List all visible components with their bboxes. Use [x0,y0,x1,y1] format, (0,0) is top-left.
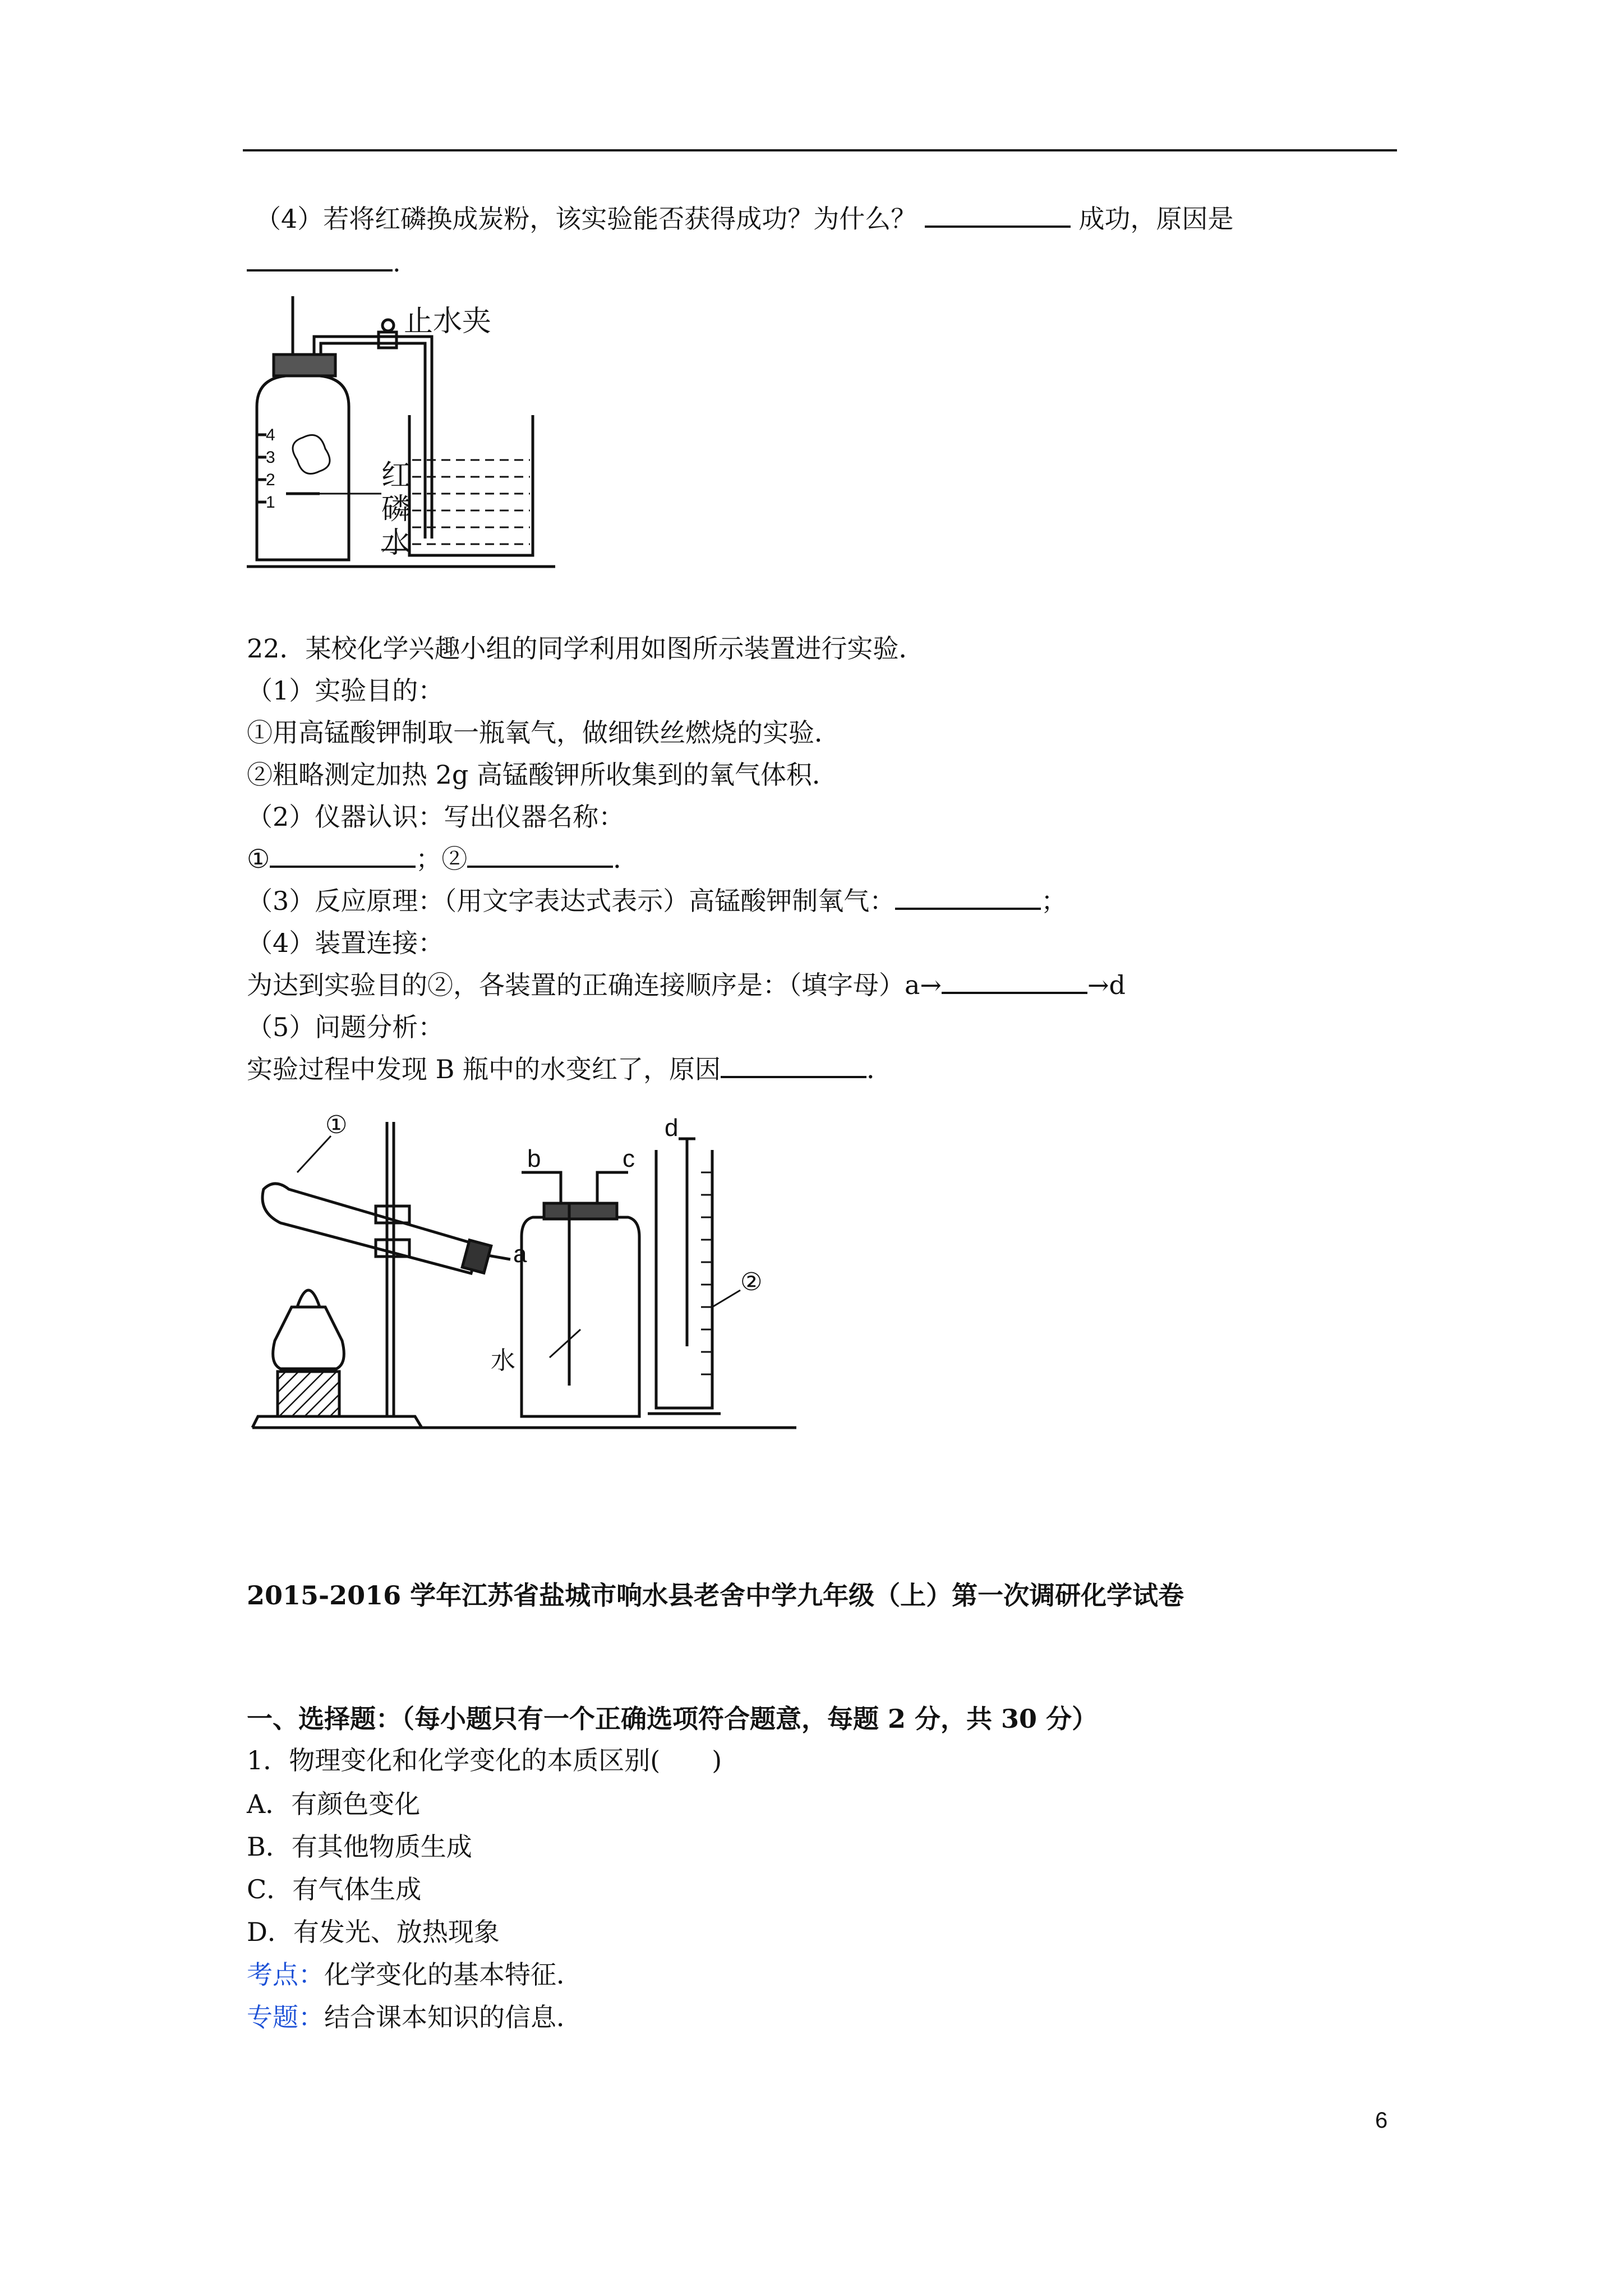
q22-part1-b: ②粗略测定加热 2g 高锰酸钾所收集到的氧气体积． [247,760,838,790]
answer-blank [247,246,393,272]
red-label: 红 [381,459,411,492]
kaodian-line [247,1958,582,1991]
header-rule [243,149,1397,151]
exam-title: 2015-2016 学年江苏省盐城市响水县老舍中学九年级（上）第一次调研化学试卷 [247,1580,1184,1611]
question-1: 1．物理变化和化学变化的本质区别( ) [247,1745,722,1775]
answer-blank [895,884,1041,910]
phosphorus-label: 磷 [381,493,411,526]
q21-part4-after: 成功，原因是 [1078,204,1234,234]
clamp-label: 止水夹 [404,305,492,338]
answer-blank [467,842,613,868]
scale-label-3: 3 [266,448,275,467]
q22-part5: （5）问题分析： [247,1012,444,1042]
option-c: C．有气体生成 [247,1874,422,1904]
q22-part2: （2）仪器认识：写出仪器名称： [247,802,625,832]
q22-part4-a-text: 为达到实验目的②，各装置的正确连接顺序是：（填字母）a→ [247,970,942,1000]
q22-part1-a: ①用高锰酸钾制取一瓶氧气，做细铁丝燃烧的实验． [247,717,840,748]
q21-part4-line [255,202,1234,236]
q22-part2-answers [247,842,639,876]
red-phosphorus-apparatus-figure [241,292,578,572]
answer-blank [721,1052,866,1078]
q22-part1: （1）实验目的： [247,675,444,706]
page-number: 6 [1375,2108,1388,2133]
instrument-2-label: ② [740,1268,763,1296]
water-label: 水 [381,527,411,559]
zhuanti-line [247,2000,582,2034]
section-heading: 一、选择题：（每小题只有一个正确选项符合题意，每题 2 分，共 30 分） [247,1704,1098,1734]
port-d-label: d [665,1114,679,1142]
kaodian-label: 考点： [247,1959,324,1990]
q22-part5-a-text: 实验过程中发现 B 瓶中的水变红了，原因 [247,1054,721,1084]
port-b-label: b [527,1145,541,1172]
q22-part5-a [247,1052,892,1086]
option-d: D．有发光、放热现象 [247,1917,500,1947]
scale-label-4: 4 [266,426,275,444]
q21-part4-period: . [393,247,401,278]
q22-stem: 22．某校化学兴趣小组的同学利用如图所示装置进行实验． [247,633,925,664]
answer-blank [942,968,1087,994]
zhuanti-text: 结合课本知识的信息． [324,2002,582,2032]
kaodian-text: 化学变化的基本特征． [324,1959,582,1990]
q22-part4-a [247,968,1126,1002]
port-c-label: c [623,1145,635,1172]
q21-part4-text: （4）若将红磷换成炭粉，该实验能否获得成功？为什么？ [255,204,917,234]
water-label: 水 [491,1347,515,1374]
q22-circle1: ① [247,844,270,874]
q22-part3-text: （3）反应原理：（用文字表达式表示）高锰酸钾制氧气： [247,886,896,916]
answer-blank [270,842,416,868]
port-a-label: a [513,1240,527,1268]
q22-end: ． [613,844,639,874]
answer-blank [925,202,1071,228]
q22-part3-end: ； [1041,886,1067,916]
q22-sep: ；② [416,844,468,874]
q22-part4: （4）装置连接： [247,928,444,958]
oxygen-collection-apparatus-figure [247,1105,808,1442]
q21-part4-line2 [247,246,401,279]
q22-part4-a-end: →d [1087,970,1126,1000]
scale-label-2: 2 [266,471,275,489]
option-b: B．有其他物质生成 [247,1832,472,1862]
q22-part3 [247,884,1067,918]
zhuanti-label: 专题： [247,2002,324,2032]
instrument-1-label: ① [325,1111,348,1139]
scale-label-1: 1 [266,493,275,512]
q22-part5-a-end: ． [866,1054,893,1084]
option-a: A．有颜色变化 [247,1789,421,1819]
